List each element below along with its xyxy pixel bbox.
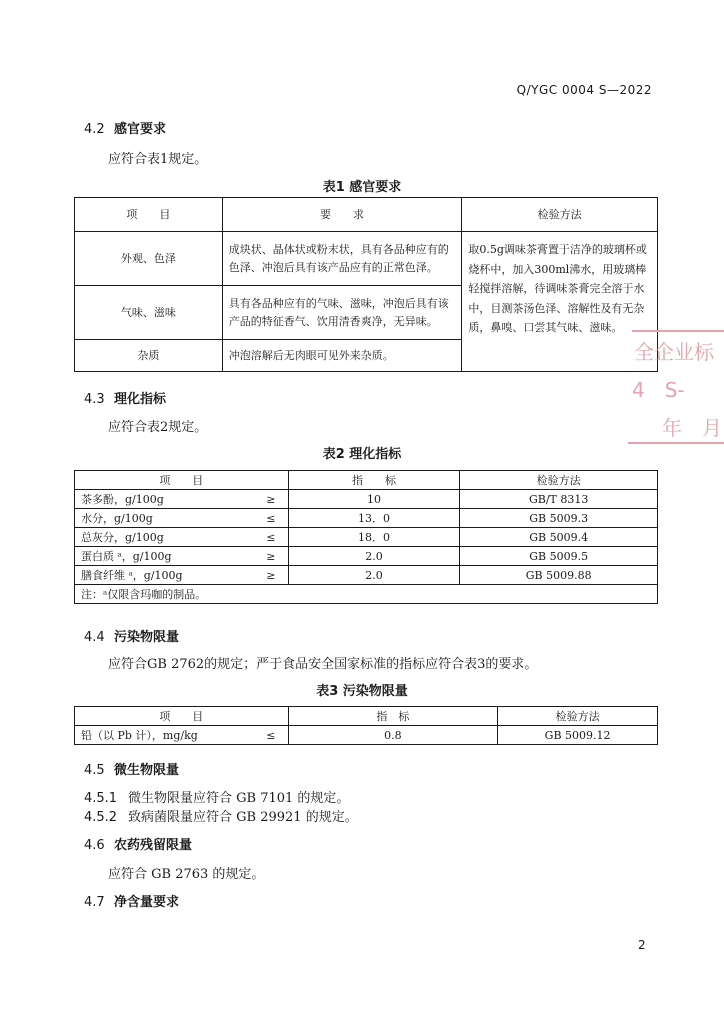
section-4-2-heading bbox=[84, 118, 166, 137]
section-4-3-heading bbox=[84, 388, 166, 407]
table-cell-item: 铅（以 Pb 计），mg/kg bbox=[75, 726, 255, 745]
section-4-5-heading bbox=[84, 759, 179, 778]
table-row bbox=[75, 547, 658, 566]
table-cell-method: 取0.5g调味茶膏置于洁净的玻璃杯或烧杯中，加入300ml沸水，用玻璃棒轻搅拌溶解，待调味茶膏完全溶于水中，目测茶汤色泽、溶解性及有无杂质，鼻嗅、口尝其气味、滋味。 bbox=[462, 232, 658, 372]
subsection-number: 4.5.1 bbox=[84, 791, 118, 806]
table2-physicochemical bbox=[74, 470, 658, 604]
section-number: 4.5 bbox=[84, 763, 105, 778]
section-4-6-heading bbox=[84, 834, 192, 853]
table3-contaminants bbox=[74, 706, 658, 745]
table-cell-item: 膳食纤维 ᵃ，g/100g bbox=[75, 566, 255, 585]
section-title: 农药残留限量 bbox=[114, 838, 193, 853]
document-code: Q/YGC 0004 S—2022 bbox=[516, 83, 652, 97]
table-note-row bbox=[75, 585, 658, 604]
table-cell-item: 气味、滋味 bbox=[75, 286, 223, 340]
stamp-rule bbox=[628, 442, 724, 444]
table1-sensory bbox=[74, 197, 658, 372]
section-title: 污染物限量 bbox=[114, 630, 180, 645]
table-cell-method: GB/T 8313 bbox=[460, 490, 658, 509]
table-cell-requirement: 冲泡溶解后无肉眼可见外来杂质。 bbox=[222, 340, 462, 372]
section-title: 理化指标 bbox=[114, 392, 167, 407]
subsection-text: 微生物限量应符合 GB 7101 的规定。 bbox=[128, 791, 350, 806]
table-cell-relation: ≥ bbox=[254, 566, 288, 585]
stamp-line: 全企业标 bbox=[634, 340, 714, 364]
section-number: 4.3 bbox=[84, 392, 105, 407]
table-cell-method: GB 5009.88 bbox=[460, 566, 658, 585]
table-row bbox=[75, 726, 658, 745]
section-4-2-text: 应符合表1规定。 bbox=[108, 152, 208, 167]
section-4-6-text: 应符合 GB 2763 的规定。 bbox=[108, 867, 265, 882]
table-row bbox=[75, 490, 658, 509]
table-cell-relation: ≤ bbox=[254, 726, 288, 745]
section-4-7-heading bbox=[84, 891, 179, 910]
table-header-row bbox=[75, 198, 658, 232]
subsection-text: 致病菌限量应符合 GB 29921 的规定。 bbox=[128, 810, 358, 825]
table-header-cell: 指 标 bbox=[288, 707, 498, 726]
section-4-4-heading bbox=[84, 626, 179, 645]
table-cell-relation: ≤ bbox=[254, 528, 288, 547]
table-cell-relation: ≥ bbox=[254, 490, 288, 509]
section-number: 4.6 bbox=[84, 838, 105, 853]
table-cell-requirement: 成块状、晶体状或粉末状，具有各品种应有的色泽、冲泡后具有该产品应有的正常色泽。 bbox=[222, 232, 462, 286]
table1-caption: 表1 感官要求 bbox=[322, 180, 402, 195]
table-cell-requirement: 具有各品种应有的气味、滋味，冲泡后具有该产品的特征香气、饮用清香爽净，无异味。 bbox=[222, 286, 462, 340]
stamp-line: 年 月 bbox=[662, 416, 722, 440]
table-cell-value: 0.8 bbox=[288, 726, 498, 745]
table-cell-method: GB 5009.5 bbox=[460, 547, 658, 566]
table-cell-relation: ≥ bbox=[254, 547, 288, 566]
table-cell-method: GB 5009.4 bbox=[460, 528, 658, 547]
table-header-cell: 检验方法 bbox=[460, 471, 658, 490]
table-cell-item: 总灰分，g/100g bbox=[75, 528, 255, 547]
section-4-3-text: 应符合表2规定。 bbox=[108, 420, 208, 435]
table-cell-method: GB 5009.12 bbox=[498, 726, 658, 745]
page-number: 2 bbox=[638, 938, 646, 952]
table-note: 注：ᵃ仅限含玛咖的制品。 bbox=[75, 585, 658, 604]
table-cell-relation: ≤ bbox=[254, 509, 288, 528]
table-header-cell: 指 标 bbox=[288, 471, 460, 490]
table-cell-value: 10 bbox=[288, 490, 460, 509]
table-row bbox=[75, 528, 658, 547]
table-row bbox=[75, 232, 658, 286]
section-number: 4.4 bbox=[84, 630, 105, 645]
table-cell-item: 杂质 bbox=[75, 340, 223, 372]
stamp-rule bbox=[632, 330, 724, 332]
subsection-4-5-1 bbox=[84, 787, 349, 806]
table-cell-value: 2.0 bbox=[288, 547, 460, 566]
subsection-number: 4.5.2 bbox=[84, 810, 118, 825]
table-cell-value: 13．0 bbox=[288, 509, 460, 528]
table-cell-item: 外观、色泽 bbox=[75, 232, 223, 286]
table-row bbox=[75, 509, 658, 528]
table-row bbox=[75, 566, 658, 585]
red-stamp bbox=[624, 326, 724, 448]
table-cell-method: GB 5009.3 bbox=[460, 509, 658, 528]
section-title: 净含量要求 bbox=[114, 895, 180, 910]
table-header-row bbox=[75, 707, 658, 726]
stamp-line: 4 S- bbox=[632, 378, 685, 402]
section-title: 微生物限量 bbox=[114, 763, 180, 778]
section-number: 4.2 bbox=[84, 122, 105, 137]
table-cell-item: 蛋白质 ᵃ，g/100g bbox=[75, 547, 255, 566]
table-header-cell: 项 目 bbox=[75, 198, 223, 232]
table-cell-value: 2.0 bbox=[288, 566, 460, 585]
table-header-cell: 要 求 bbox=[222, 198, 462, 232]
subsection-4-5-2 bbox=[84, 806, 358, 825]
table-header-cell: 检验方法 bbox=[498, 707, 658, 726]
section-title: 感官要求 bbox=[114, 122, 167, 137]
section-4-4-text: 应符合GB 2762的规定；严于食品安全国家标准的指标应符合表3的要求。 bbox=[108, 657, 538, 672]
table-header-cell: 检验方法 bbox=[462, 198, 658, 232]
table-cell-item: 茶多酚，g/100g bbox=[75, 490, 255, 509]
table-header-row bbox=[75, 471, 658, 490]
table-cell-item: 水分，g/100g bbox=[75, 509, 255, 528]
table-cell-value: 18．0 bbox=[288, 528, 460, 547]
section-number: 4.7 bbox=[84, 895, 105, 910]
table2-caption: 表2 理化指标 bbox=[322, 447, 402, 462]
table-header-cell: 项 目 bbox=[75, 707, 289, 726]
table-header-cell: 项 目 bbox=[75, 471, 289, 490]
table3-caption: 表3 污染物限量 bbox=[316, 684, 408, 699]
